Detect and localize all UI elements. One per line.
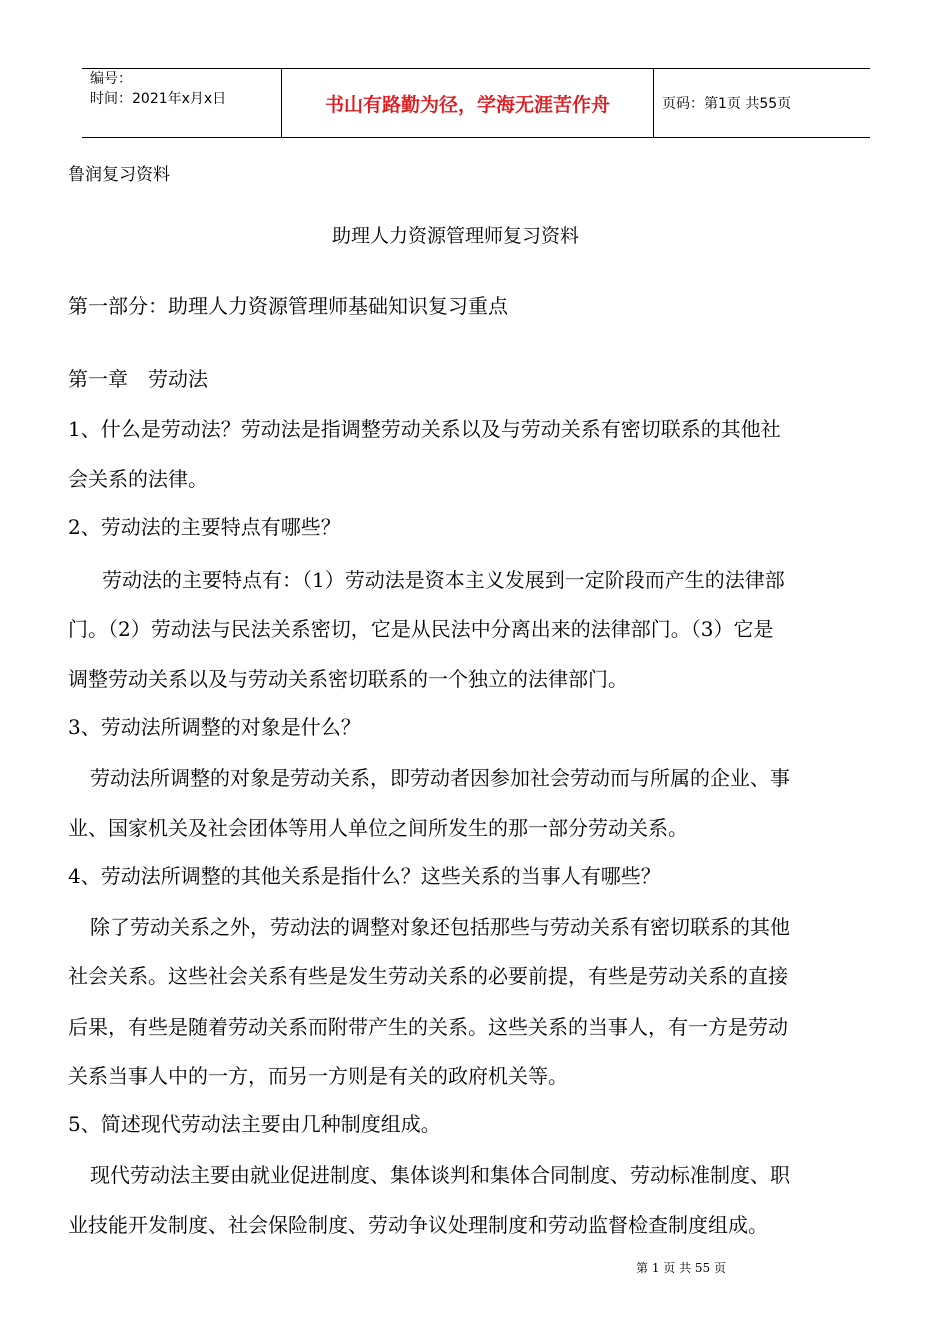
body-line: 后果，有些是随着劳动关系而附带产生的关系。这些关系的当事人，有一方是劳动 <box>68 1015 788 1039</box>
page-footer: 第 1 页 共 55 页 <box>636 1261 726 1275</box>
body-line: 4、劳动法所调整的其他关系是指什么？这些关系的当事人有哪些？ <box>68 864 661 888</box>
body-line: 劳动法所调整的对象是劳动关系，即劳动者因参加社会劳动而与所属的企业、事 <box>90 766 790 790</box>
body-line: 2、劳动法的主要特点有哪些？ <box>68 515 341 539</box>
motto-text: 书山有路勤为径，学海无涯苦作舟 <box>324 94 610 116</box>
document-header <box>82 68 870 138</box>
header-info-cell <box>82 69 282 137</box>
body-line: 1、什么是劳动法？劳动法是指调整劳动关系以及与劳动关系有密切联系的其他社 <box>68 417 781 441</box>
body-line: 调整劳动关系以及与劳动关系密切联系的一个独立的法律部门。 <box>68 667 628 691</box>
body-line: 会关系的法律。 <box>68 467 208 491</box>
number-label: 编号： <box>90 71 132 87</box>
body-line: 5、简述现代劳动法主要由几种制度组成。 <box>68 1112 441 1136</box>
body-line: 3、劳动法所调整的对象是什么？ <box>68 715 361 739</box>
body-line: 除了劳动关系之外，劳动法的调整对象还包括那些与劳动关系有密切联系的其他 <box>90 915 790 939</box>
header-motto-cell <box>282 69 654 137</box>
body-line: 劳动法的主要特点有：（1）劳动法是资本主义发展到一定阶段而产生的法律部 <box>102 568 785 592</box>
body-line: 社会关系。这些社会关系有些是发生劳动关系的必要前提，有些是劳动关系的直接 <box>68 964 788 988</box>
body-line: 业、国家机关及社会团体等用人单位之间所发生的那一部分劳动关系。 <box>68 816 688 840</box>
header-page-cell <box>654 69 870 137</box>
time-label: 时间：2021年x月x日 <box>90 91 227 107</box>
doc-label: 鲁润复习资料 <box>68 165 170 185</box>
doc-title: 助理人力资源管理师复习资料 <box>332 225 580 247</box>
body-line: 门。（2）劳动法与民法关系密切，它是从民法中分离出来的法律部门。（3）它是 <box>68 617 774 641</box>
part-heading: 第一部分：助理人力资源管理师基础知识复习重点 <box>68 294 508 318</box>
body-line: 业技能开发制度、社会保险制度、劳动争议处理制度和劳动监督检查制度组成。 <box>68 1213 768 1237</box>
chapter-heading: 第一章 劳动法 <box>68 367 208 391</box>
body-line: 关系当事人中的一方，而另一方则是有关的政府机关等。 <box>68 1064 568 1088</box>
page-info: 页码：第1页 共55页 <box>662 96 792 112</box>
body-line: 现代劳动法主要由就业促进制度、集体谈判和集体合同制度、劳动标准制度、职 <box>90 1163 790 1187</box>
